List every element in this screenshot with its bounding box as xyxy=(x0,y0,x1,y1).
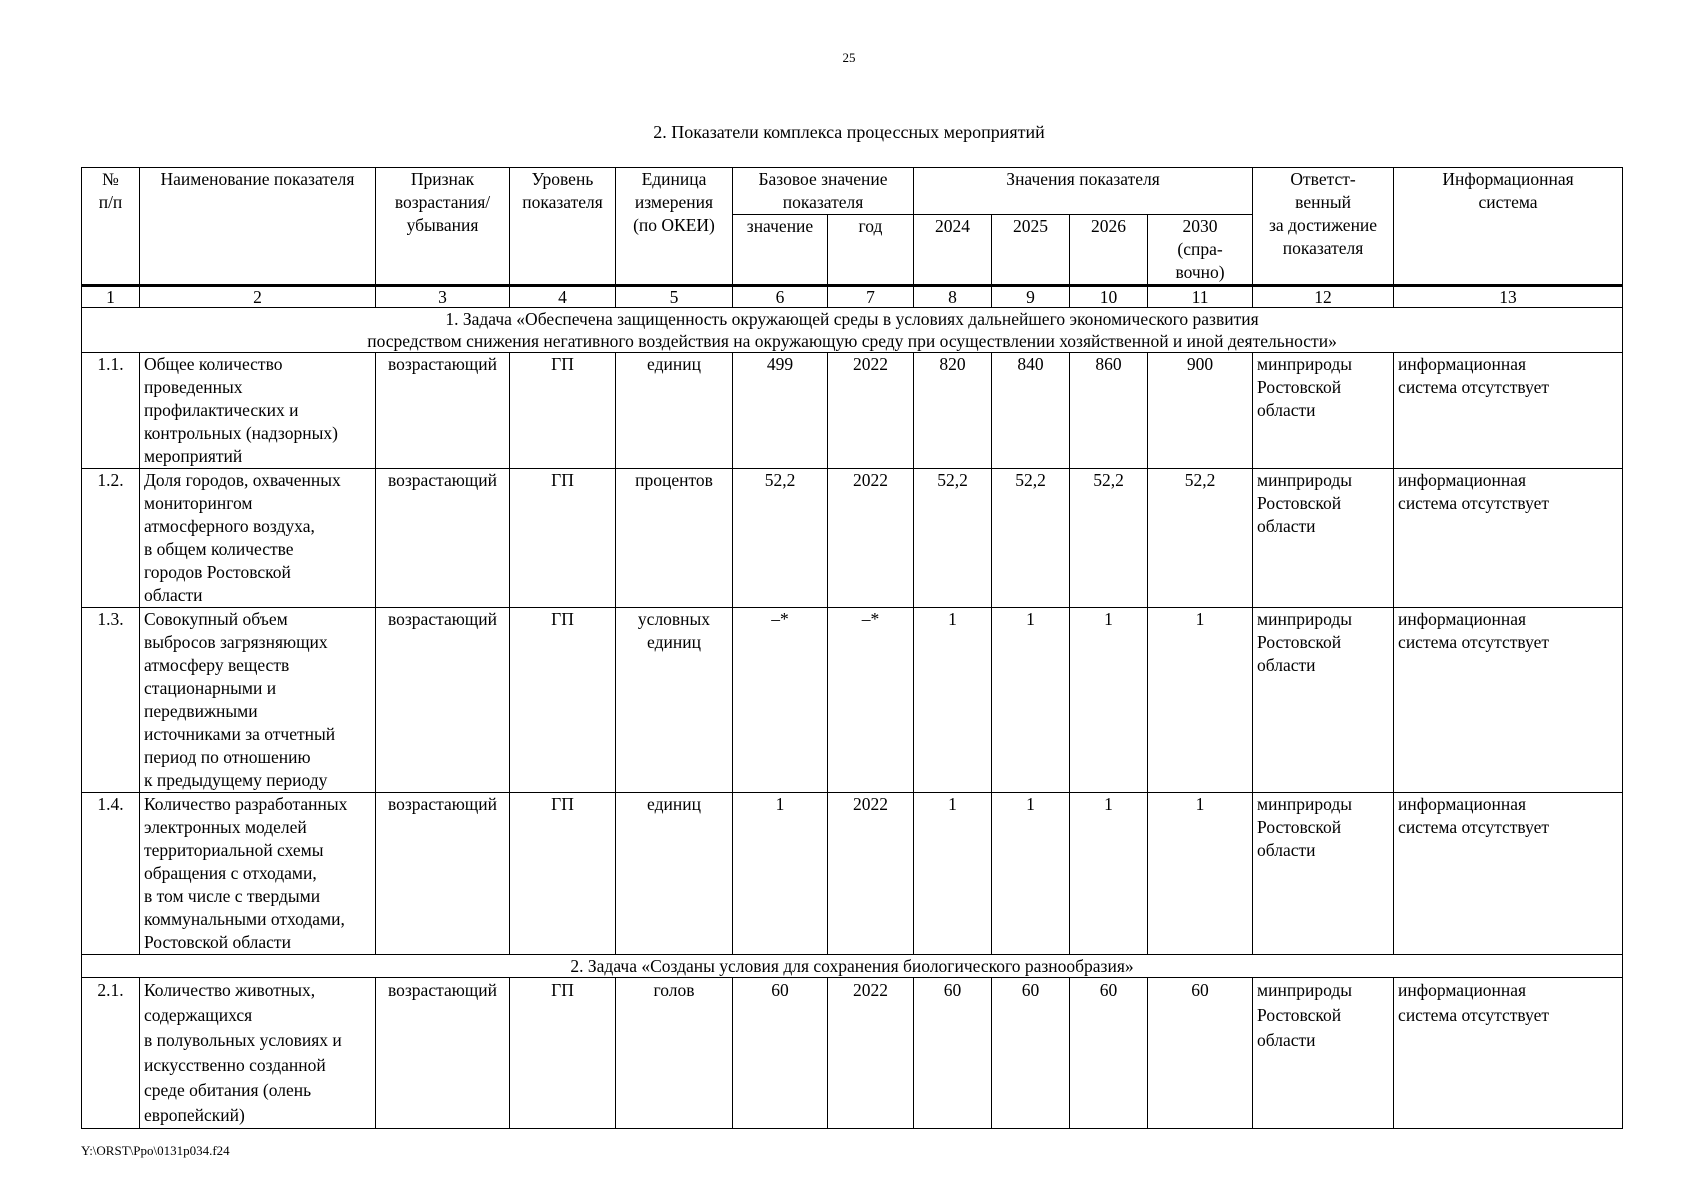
indicator-unit: голов xyxy=(616,978,733,1129)
indicator-name: Общее количество проведенных профилактических и контрольных (надзорных) мероприятий xyxy=(140,353,376,469)
column-number: 4 xyxy=(510,286,616,308)
header-year-2030: 2030 (спра- вочно) xyxy=(1148,215,1253,286)
indicator-sign: возрастающий xyxy=(376,469,510,608)
info-system: информационная система отсутствует xyxy=(1394,608,1623,793)
indicator-unit: процентов xyxy=(616,469,733,608)
info-system: информационная система отсутствует xyxy=(1394,978,1623,1129)
indicator-level: ГП xyxy=(510,793,616,955)
column-number: 9 xyxy=(992,286,1070,308)
column-number: 12 xyxy=(1253,286,1394,308)
base-year: 2022 xyxy=(828,793,914,955)
responsible: минприроды Ростовской области xyxy=(1253,469,1394,608)
responsible: минприроды Ростовской области xyxy=(1253,793,1394,955)
header-responsible: Ответст- венный за достижение показателя xyxy=(1253,168,1394,286)
value-2030: 52,2 xyxy=(1148,469,1253,608)
value-2026: 1 xyxy=(1070,608,1148,793)
value-2024: 52,2 xyxy=(914,469,992,608)
task-title: 1. Задача «Обеспечена защищенность окружающей среды в условиях дальнейшего экономического развития посредством снижения негативного воздействия на окружающую среду при осуществлении хозяйственной и иной деятельности» xyxy=(82,308,1623,353)
header-info-system: Информационная система xyxy=(1394,168,1623,286)
info-system: информационная система отсутствует xyxy=(1394,793,1623,955)
value-2026: 60 xyxy=(1070,978,1148,1129)
info-system: информационная система отсутствует xyxy=(1394,353,1623,469)
value-2025: 840 xyxy=(992,353,1070,469)
header-year-2025: 2025 xyxy=(992,215,1070,286)
indicator-unit: единиц xyxy=(616,793,733,955)
value-2024: 60 xyxy=(914,978,992,1129)
value-2024: 820 xyxy=(914,353,992,469)
header-level: Уровень показателя xyxy=(510,168,616,286)
header-sign: Признак возрастания/ убывания xyxy=(376,168,510,286)
value-2025: 1 xyxy=(992,793,1070,955)
section-title: 2. Показатели комплекса процессных мероприятий xyxy=(653,122,1045,142)
indicator-level: ГП xyxy=(510,469,616,608)
indicator-level: ГП xyxy=(510,608,616,793)
base-value: –* xyxy=(733,608,828,793)
table-row xyxy=(82,978,1623,1129)
header-year-2024: 2024 xyxy=(914,215,992,286)
indicators-table xyxy=(81,167,1623,1129)
value-2025: 1 xyxy=(992,608,1070,793)
column-number: 3 xyxy=(376,286,510,308)
indicator-unit: условных единиц xyxy=(616,608,733,793)
column-number: 11 xyxy=(1148,286,1253,308)
base-year: 2022 xyxy=(828,469,914,608)
table-row xyxy=(82,469,1623,608)
indicator-name: Количество разработанных электронных моделей территориальной схемы обращения с отходами, в том числе с твердыми коммунальными отходами, Ростовской области xyxy=(140,793,376,955)
row-num: 1.3. xyxy=(82,608,140,793)
indicator-sign: возрастающий xyxy=(376,793,510,955)
row-num: 2.1. xyxy=(82,978,140,1129)
column-number: 7 xyxy=(828,286,914,308)
header-unit: Единица измерения (по ОКЕИ) xyxy=(616,168,733,286)
value-2025: 60 xyxy=(992,978,1070,1129)
column-number: 5 xyxy=(616,286,733,308)
task-row xyxy=(82,955,1623,978)
table-row xyxy=(82,793,1623,955)
value-2030: 900 xyxy=(1148,353,1253,469)
footer-file-path: Y:\ORST\Ppo\0131p034.f24 xyxy=(81,1143,230,1158)
header-name: Наименование показателя xyxy=(140,168,376,286)
column-number: 2 xyxy=(140,286,376,308)
row-num: 1.1. xyxy=(82,353,140,469)
header-base-year: год xyxy=(828,215,914,286)
base-value: 499 xyxy=(733,353,828,469)
base-year: 2022 xyxy=(828,353,914,469)
base-value: 60 xyxy=(733,978,828,1129)
value-2025: 52,2 xyxy=(992,469,1070,608)
column-numbers-row xyxy=(82,286,1623,308)
indicator-name: Количество животных, содержащихся в полувольных условиях и искусственно созданной среде обитания (олень европейский) xyxy=(140,978,376,1129)
value-2026: 860 xyxy=(1070,353,1148,469)
value-2026: 52,2 xyxy=(1070,469,1148,608)
responsible: минприроды Ростовской области xyxy=(1253,608,1394,793)
value-2030: 60 xyxy=(1148,978,1253,1129)
page-number: 25 xyxy=(842,50,856,65)
column-number: 13 xyxy=(1394,286,1623,308)
value-2024: 1 xyxy=(914,793,992,955)
indicator-sign: возрастающий xyxy=(376,978,510,1129)
base-year: –* xyxy=(828,608,914,793)
indicator-name: Доля городов, охваченных мониторингом атмосферного воздуха, в общем количестве городов Ростовской области xyxy=(140,469,376,608)
table-row xyxy=(82,608,1623,793)
header-num: № п/п xyxy=(82,168,140,286)
value-2030: 1 xyxy=(1148,793,1253,955)
indicator-level: ГП xyxy=(510,978,616,1129)
base-value: 1 xyxy=(733,793,828,955)
base-value: 52,2 xyxy=(733,469,828,608)
indicator-sign: возрастающий xyxy=(376,608,510,793)
row-num: 1.4. xyxy=(82,793,140,955)
indicator-unit: единиц xyxy=(616,353,733,469)
header-year-2026: 2026 xyxy=(1070,215,1148,286)
responsible: минприроды Ростовской области xyxy=(1253,978,1394,1129)
value-2026: 1 xyxy=(1070,793,1148,955)
column-number: 6 xyxy=(733,286,828,308)
header-base-value: значение xyxy=(733,215,828,286)
row-num: 1.2. xyxy=(82,469,140,608)
table-row xyxy=(82,353,1623,469)
info-system: информационная система отсутствует xyxy=(1394,469,1623,608)
column-number: 1 xyxy=(82,286,140,308)
column-number: 10 xyxy=(1070,286,1148,308)
column-number: 8 xyxy=(914,286,992,308)
indicator-level: ГП xyxy=(510,353,616,469)
indicator-sign: возрастающий xyxy=(376,353,510,469)
header-base-group: Базовое значение показателя xyxy=(733,168,914,215)
base-year: 2022 xyxy=(828,978,914,1129)
responsible: минприроды Ростовской области xyxy=(1253,353,1394,469)
task-title: 2. Задача «Созданы условия для сохранения биологического разнообразия» xyxy=(82,955,1623,978)
task-row xyxy=(82,308,1623,353)
header-values-group: Значения показателя xyxy=(914,168,1253,215)
value-2030: 1 xyxy=(1148,608,1253,793)
indicator-name: Совокупный объем выбросов загрязняющих атмосферу веществ стационарными и передвижными источниками за отчетный период по отношению к предыдущему периоду xyxy=(140,608,376,793)
value-2024: 1 xyxy=(914,608,992,793)
